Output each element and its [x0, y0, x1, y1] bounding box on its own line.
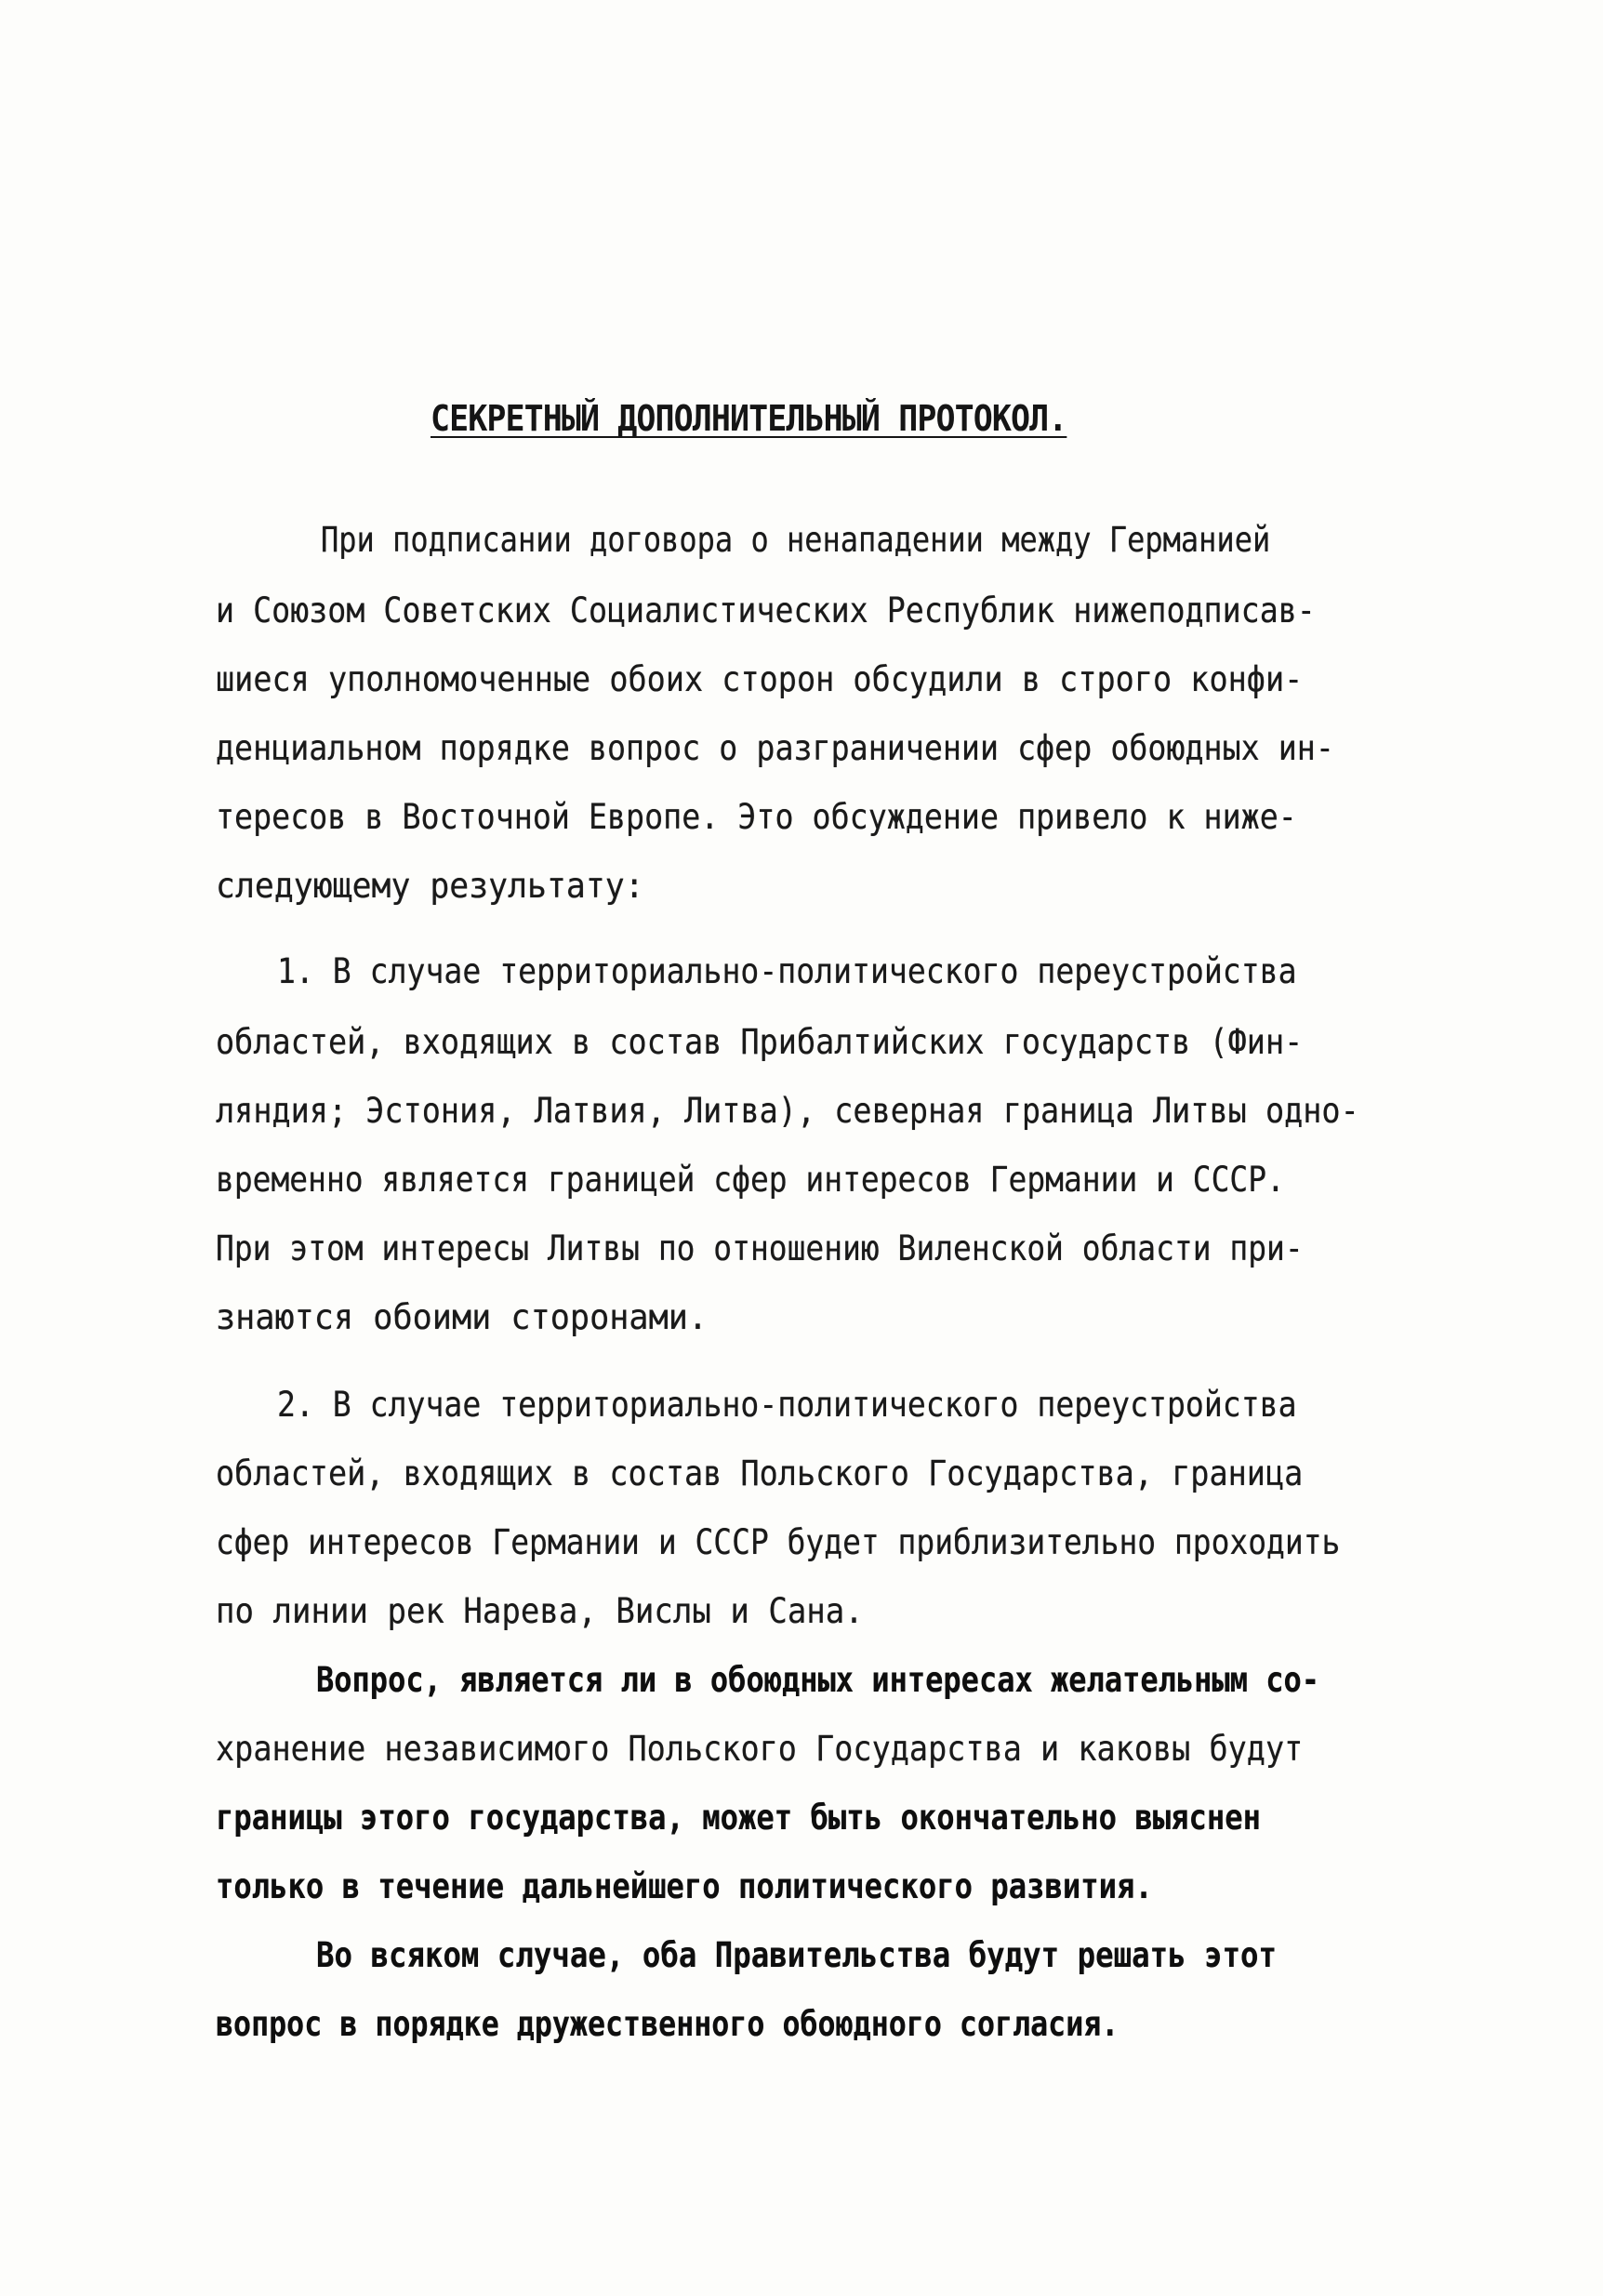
item1-line: 1. В случае территориально-политического переустройства — [277, 951, 1297, 991]
item2-line: 2. В случае территориально-политического переустройства — [277, 1385, 1297, 1425]
item2-line: по линии рек Нарева, Вислы и Сана. — [216, 1591, 864, 1631]
document-title: СЕКРЕТНЫЙ ДОПОЛНИТЕЛЬНЫЙ ПРОТОКОЛ. — [431, 398, 1067, 439]
para3-line: хранение независимого Польского Государства и каковы будут — [216, 1729, 1304, 1769]
para3-line: только в течение дальнейшего политического развития. — [216, 1866, 1153, 1906]
para3-line: границы этого государства, может быть окончательно выяснен — [216, 1798, 1262, 1838]
item1-line: ляндия; Эстония, Латвия, Литва), северная граница Литвы одно- — [216, 1091, 1359, 1131]
intro-line: денциальном порядке вопрос о разграничении сфер обоюдных ин- — [216, 728, 1334, 768]
para4-line: Во всяком случае, оба Правительства будут решать этот — [316, 1935, 1278, 1975]
para4-line: вопрос в порядке дружественного обоюдного согласия. — [216, 2004, 1119, 2044]
intro-line: шиеся уполномоченные обоих сторон обсудили в строго конфи- — [216, 659, 1304, 699]
item2-line: сфер интересов Германии и СССР будет приблизительно проходить — [216, 1522, 1341, 1562]
item1-line: областей, входящих в состав Прибалтийских государств (Фин- — [216, 1022, 1304, 1062]
intro-line: следующему результату: — [216, 866, 644, 906]
intro-line: тересов в Восточной Европе. Это обсуждение привело к ниже- — [216, 797, 1297, 837]
item1-line: знаются обоими сторонами. — [216, 1297, 709, 1337]
item1-line: При этом интересы Литвы по отношению Виленской области при- — [216, 1228, 1304, 1268]
para3-line: Вопрос, является ли в обоюдных интересах желательным со- — [316, 1660, 1320, 1700]
item1-line: временно является границей сфер интересов Германии и СССР. — [216, 1160, 1285, 1200]
intro-line: и Союзом Советских Социалистических Республик нижеподписав- — [216, 591, 1316, 630]
intro-line: При подписании договора о ненападении между Германией — [321, 520, 1271, 560]
item2-line: областей, входящих в состав Польского Государства, граница — [216, 1453, 1304, 1493]
